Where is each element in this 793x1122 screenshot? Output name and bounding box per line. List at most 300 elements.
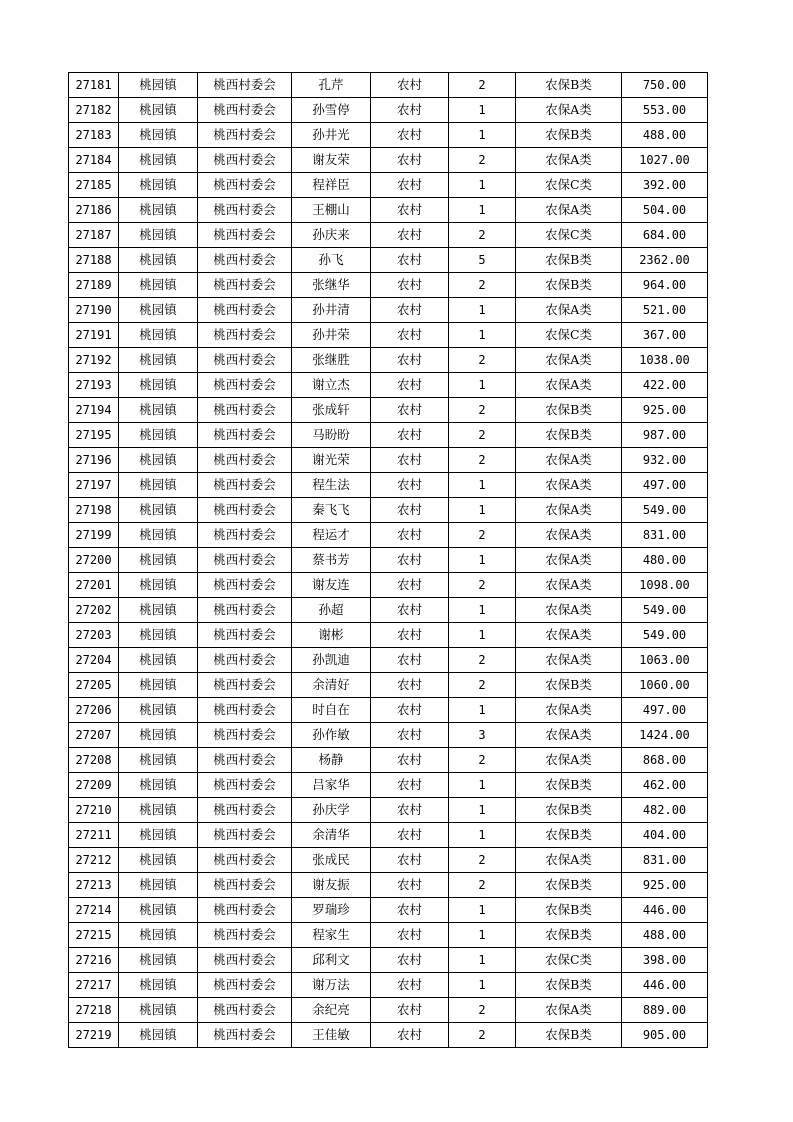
insurance-category-cell: 农保B类 xyxy=(516,1023,622,1048)
name-cell: 孙超 xyxy=(292,598,371,623)
area-type-cell: 农村 xyxy=(371,98,449,123)
town-cell: 桃园镇 xyxy=(119,773,198,798)
name-cell: 邱利文 xyxy=(292,948,371,973)
household-size-cell: 3 xyxy=(449,723,516,748)
area-type-cell: 农村 xyxy=(371,148,449,173)
name-cell: 张继胜 xyxy=(292,348,371,373)
area-type-cell: 农村 xyxy=(371,623,449,648)
amount-cell: 549.00 xyxy=(622,498,708,523)
area-type-cell: 农村 xyxy=(371,673,449,698)
town-cell: 桃园镇 xyxy=(119,173,198,198)
amount-cell: 462.00 xyxy=(622,773,708,798)
village-committee-cell: 桃西村委会 xyxy=(198,498,292,523)
table-row xyxy=(69,823,708,848)
insurance-category-cell: 农保A类 xyxy=(516,448,622,473)
village-committee-cell: 桃西村委会 xyxy=(198,223,292,248)
name-cell: 时自在 xyxy=(292,698,371,723)
amount-cell: 1027.00 xyxy=(622,148,708,173)
area-type-cell: 农村 xyxy=(371,473,449,498)
household-size-cell: 5 xyxy=(449,248,516,273)
town-cell: 桃园镇 xyxy=(119,73,198,98)
insurance-category-cell: 农保B类 xyxy=(516,123,622,148)
town-cell: 桃园镇 xyxy=(119,248,198,273)
town-cell: 桃园镇 xyxy=(119,448,198,473)
table-row xyxy=(69,173,708,198)
town-cell: 桃园镇 xyxy=(119,673,198,698)
town-cell: 桃园镇 xyxy=(119,298,198,323)
name-cell: 谢万法 xyxy=(292,973,371,998)
village-committee-cell: 桃西村委会 xyxy=(198,973,292,998)
area-type-cell: 农村 xyxy=(371,698,449,723)
amount-cell: 549.00 xyxy=(622,598,708,623)
village-committee-cell: 桃西村委会 xyxy=(198,923,292,948)
insurance-category-cell: 农保A类 xyxy=(516,998,622,1023)
serial-number-cell: 27215 xyxy=(69,923,119,948)
table-row xyxy=(69,223,708,248)
insurance-category-cell: 农保A类 xyxy=(516,848,622,873)
serial-number-cell: 27200 xyxy=(69,548,119,573)
household-size-cell: 2 xyxy=(449,1023,516,1048)
area-type-cell: 农村 xyxy=(371,973,449,998)
town-cell: 桃园镇 xyxy=(119,748,198,773)
area-type-cell: 农村 xyxy=(371,773,449,798)
insurance-category-cell: 农保B类 xyxy=(516,973,622,998)
serial-number-cell: 27185 xyxy=(69,173,119,198)
area-type-cell: 农村 xyxy=(371,723,449,748)
serial-number-cell: 27206 xyxy=(69,698,119,723)
insurance-category-cell: 农保A类 xyxy=(516,473,622,498)
insurance-category-cell: 农保B类 xyxy=(516,898,622,923)
name-cell: 余清华 xyxy=(292,823,371,848)
amount-cell: 831.00 xyxy=(622,523,708,548)
household-size-cell: 1 xyxy=(449,948,516,973)
village-committee-cell: 桃西村委会 xyxy=(198,73,292,98)
table-row xyxy=(69,498,708,523)
insurance-category-cell: 农保A类 xyxy=(516,723,622,748)
town-cell: 桃园镇 xyxy=(119,98,198,123)
village-committee-cell: 桃西村委会 xyxy=(198,798,292,823)
insurance-category-cell: 农保C类 xyxy=(516,173,622,198)
household-size-cell: 1 xyxy=(449,923,516,948)
table-row xyxy=(69,523,708,548)
town-cell: 桃园镇 xyxy=(119,723,198,748)
amount-cell: 2362.00 xyxy=(622,248,708,273)
village-committee-cell: 桃西村委会 xyxy=(198,748,292,773)
household-size-cell: 2 xyxy=(449,573,516,598)
name-cell: 孙凯迪 xyxy=(292,648,371,673)
table-row xyxy=(69,598,708,623)
amount-cell: 446.00 xyxy=(622,898,708,923)
table-row xyxy=(69,73,708,98)
insurance-category-cell: 农保A类 xyxy=(516,298,622,323)
amount-cell: 422.00 xyxy=(622,373,708,398)
serial-number-cell: 27198 xyxy=(69,498,119,523)
household-size-cell: 2 xyxy=(449,148,516,173)
town-cell: 桃园镇 xyxy=(119,423,198,448)
area-type-cell: 农村 xyxy=(371,173,449,198)
name-cell: 程生法 xyxy=(292,473,371,498)
town-cell: 桃园镇 xyxy=(119,473,198,498)
table-row xyxy=(69,898,708,923)
household-size-cell: 1 xyxy=(449,973,516,998)
insurance-category-cell: 农保A类 xyxy=(516,148,622,173)
village-committee-cell: 桃西村委会 xyxy=(198,248,292,273)
village-committee-cell: 桃西村委会 xyxy=(198,398,292,423)
table-row xyxy=(69,923,708,948)
serial-number-cell: 27197 xyxy=(69,473,119,498)
serial-number-cell: 27190 xyxy=(69,298,119,323)
amount-cell: 521.00 xyxy=(622,298,708,323)
household-size-cell: 2 xyxy=(449,873,516,898)
insurance-category-cell: 农保A类 xyxy=(516,548,622,573)
town-cell: 桃园镇 xyxy=(119,648,198,673)
area-type-cell: 农村 xyxy=(371,248,449,273)
village-committee-cell: 桃西村委会 xyxy=(198,648,292,673)
amount-cell: 1424.00 xyxy=(622,723,708,748)
serial-number-cell: 27210 xyxy=(69,798,119,823)
town-cell: 桃园镇 xyxy=(119,548,198,573)
amount-cell: 553.00 xyxy=(622,98,708,123)
amount-cell: 925.00 xyxy=(622,873,708,898)
town-cell: 桃园镇 xyxy=(119,823,198,848)
area-type-cell: 农村 xyxy=(371,198,449,223)
name-cell: 秦飞飞 xyxy=(292,498,371,523)
village-committee-cell: 桃西村委会 xyxy=(198,573,292,598)
household-size-cell: 2 xyxy=(449,273,516,298)
area-type-cell: 农村 xyxy=(371,373,449,398)
area-type-cell: 农村 xyxy=(371,323,449,348)
insurance-category-cell: 农保B类 xyxy=(516,423,622,448)
table-row xyxy=(69,273,708,298)
table-row xyxy=(69,148,708,173)
area-type-cell: 农村 xyxy=(371,598,449,623)
household-size-cell: 1 xyxy=(449,173,516,198)
table-row xyxy=(69,748,708,773)
household-size-cell: 2 xyxy=(449,998,516,1023)
serial-number-cell: 27204 xyxy=(69,648,119,673)
insurance-category-cell: 农保B类 xyxy=(516,923,622,948)
insurance-category-cell: 农保C类 xyxy=(516,223,622,248)
household-size-cell: 2 xyxy=(449,748,516,773)
serial-number-cell: 27195 xyxy=(69,423,119,448)
serial-number-cell: 27192 xyxy=(69,348,119,373)
town-cell: 桃园镇 xyxy=(119,148,198,173)
area-type-cell: 农村 xyxy=(371,648,449,673)
area-type-cell: 农村 xyxy=(371,898,449,923)
table-row xyxy=(69,448,708,473)
amount-cell: 504.00 xyxy=(622,198,708,223)
name-cell: 张成民 xyxy=(292,848,371,873)
amount-cell: 1098.00 xyxy=(622,573,708,598)
name-cell: 谢友连 xyxy=(292,573,371,598)
name-cell: 孙庆学 xyxy=(292,798,371,823)
village-committee-cell: 桃西村委会 xyxy=(198,198,292,223)
town-cell: 桃园镇 xyxy=(119,523,198,548)
serial-number-cell: 27219 xyxy=(69,1023,119,1048)
table-row xyxy=(69,998,708,1023)
serial-number-cell: 27205 xyxy=(69,673,119,698)
amount-cell: 482.00 xyxy=(622,798,708,823)
village-committee-cell: 桃西村委会 xyxy=(198,948,292,973)
household-size-cell: 1 xyxy=(449,548,516,573)
household-size-cell: 2 xyxy=(449,523,516,548)
area-type-cell: 农村 xyxy=(371,123,449,148)
name-cell: 孙井清 xyxy=(292,298,371,323)
village-committee-cell: 桃西村委会 xyxy=(198,298,292,323)
village-committee-cell: 桃西村委会 xyxy=(198,998,292,1023)
table-row xyxy=(69,573,708,598)
table-row xyxy=(69,648,708,673)
serial-number-cell: 27199 xyxy=(69,523,119,548)
household-size-cell: 2 xyxy=(449,648,516,673)
insurance-category-cell: 农保B类 xyxy=(516,873,622,898)
insurance-category-cell: 农保B类 xyxy=(516,673,622,698)
household-size-cell: 2 xyxy=(449,848,516,873)
insurance-category-cell: 农保A类 xyxy=(516,498,622,523)
village-committee-cell: 桃西村委会 xyxy=(198,523,292,548)
name-cell: 程祥臣 xyxy=(292,173,371,198)
household-size-cell: 2 xyxy=(449,423,516,448)
amount-cell: 964.00 xyxy=(622,273,708,298)
amount-cell: 889.00 xyxy=(622,998,708,1023)
insurance-category-cell: 农保A类 xyxy=(516,573,622,598)
village-committee-cell: 桃西村委会 xyxy=(198,348,292,373)
insurance-category-cell: 农保A类 xyxy=(516,373,622,398)
village-committee-cell: 桃西村委会 xyxy=(198,848,292,873)
area-type-cell: 农村 xyxy=(371,348,449,373)
table-row xyxy=(69,398,708,423)
household-size-cell: 1 xyxy=(449,198,516,223)
table-row xyxy=(69,298,708,323)
insurance-category-cell: 农保A类 xyxy=(516,348,622,373)
serial-number-cell: 27181 xyxy=(69,73,119,98)
name-cell: 王棚山 xyxy=(292,198,371,223)
table-row xyxy=(69,948,708,973)
area-type-cell: 农村 xyxy=(371,848,449,873)
name-cell: 孙飞 xyxy=(292,248,371,273)
household-size-cell: 2 xyxy=(449,348,516,373)
insurance-category-cell: 农保A类 xyxy=(516,623,622,648)
village-committee-cell: 桃西村委会 xyxy=(198,1023,292,1048)
household-size-cell: 2 xyxy=(449,448,516,473)
amount-cell: 987.00 xyxy=(622,423,708,448)
amount-cell: 932.00 xyxy=(622,448,708,473)
area-type-cell: 农村 xyxy=(371,1023,449,1048)
insurance-category-cell: 农保A类 xyxy=(516,198,622,223)
town-cell: 桃园镇 xyxy=(119,798,198,823)
amount-cell: 488.00 xyxy=(622,123,708,148)
amount-cell: 497.00 xyxy=(622,698,708,723)
town-cell: 桃园镇 xyxy=(119,398,198,423)
serial-number-cell: 27207 xyxy=(69,723,119,748)
household-size-cell: 2 xyxy=(449,673,516,698)
insurance-category-cell: 农保B类 xyxy=(516,73,622,98)
village-committee-cell: 桃西村委会 xyxy=(198,423,292,448)
household-size-cell: 2 xyxy=(449,73,516,98)
table-row xyxy=(69,1023,708,1048)
town-cell: 桃园镇 xyxy=(119,498,198,523)
serial-number-cell: 27183 xyxy=(69,123,119,148)
name-cell: 王佳敏 xyxy=(292,1023,371,1048)
amount-cell: 446.00 xyxy=(622,973,708,998)
insurance-category-cell: 农保B类 xyxy=(516,798,622,823)
area-type-cell: 农村 xyxy=(371,448,449,473)
insurance-category-cell: 农保A类 xyxy=(516,698,622,723)
area-type-cell: 农村 xyxy=(371,523,449,548)
table-row xyxy=(69,198,708,223)
serial-number-cell: 27194 xyxy=(69,398,119,423)
household-size-cell: 1 xyxy=(449,123,516,148)
roster-table xyxy=(68,72,708,1048)
household-size-cell: 2 xyxy=(449,223,516,248)
village-committee-cell: 桃西村委会 xyxy=(198,873,292,898)
amount-cell: 480.00 xyxy=(622,548,708,573)
serial-number-cell: 27217 xyxy=(69,973,119,998)
name-cell: 蔡书芳 xyxy=(292,548,371,573)
household-size-cell: 1 xyxy=(449,298,516,323)
name-cell: 吕家华 xyxy=(292,773,371,798)
name-cell: 马盼盼 xyxy=(292,423,371,448)
insurance-category-cell: 农保B类 xyxy=(516,398,622,423)
village-committee-cell: 桃西村委会 xyxy=(198,123,292,148)
serial-number-cell: 27182 xyxy=(69,98,119,123)
area-type-cell: 农村 xyxy=(371,73,449,98)
serial-number-cell: 27218 xyxy=(69,998,119,1023)
serial-number-cell: 27213 xyxy=(69,873,119,898)
area-type-cell: 农村 xyxy=(371,873,449,898)
town-cell: 桃园镇 xyxy=(119,623,198,648)
table-row xyxy=(69,848,708,873)
amount-cell: 868.00 xyxy=(622,748,708,773)
village-committee-cell: 桃西村委会 xyxy=(198,773,292,798)
serial-number-cell: 27186 xyxy=(69,198,119,223)
name-cell: 孙井光 xyxy=(292,123,371,148)
amount-cell: 1060.00 xyxy=(622,673,708,698)
table-row xyxy=(69,123,708,148)
village-committee-cell: 桃西村委会 xyxy=(198,323,292,348)
area-type-cell: 农村 xyxy=(371,573,449,598)
serial-number-cell: 27214 xyxy=(69,898,119,923)
village-committee-cell: 桃西村委会 xyxy=(198,598,292,623)
amount-cell: 497.00 xyxy=(622,473,708,498)
amount-cell: 905.00 xyxy=(622,1023,708,1048)
area-type-cell: 农村 xyxy=(371,298,449,323)
name-cell: 杨静 xyxy=(292,748,371,773)
insurance-category-cell: 农保B类 xyxy=(516,273,622,298)
town-cell: 桃园镇 xyxy=(119,348,198,373)
household-size-cell: 2 xyxy=(449,398,516,423)
village-committee-cell: 桃西村委会 xyxy=(198,273,292,298)
household-size-cell: 1 xyxy=(449,598,516,623)
serial-number-cell: 27196 xyxy=(69,448,119,473)
town-cell: 桃园镇 xyxy=(119,273,198,298)
village-committee-cell: 桃西村委会 xyxy=(198,448,292,473)
table-row xyxy=(69,373,708,398)
village-committee-cell: 桃西村委会 xyxy=(198,148,292,173)
village-committee-cell: 桃西村委会 xyxy=(198,173,292,198)
household-size-cell: 1 xyxy=(449,798,516,823)
town-cell: 桃园镇 xyxy=(119,198,198,223)
town-cell: 桃园镇 xyxy=(119,898,198,923)
amount-cell: 392.00 xyxy=(622,173,708,198)
insurance-category-cell: 农保A类 xyxy=(516,648,622,673)
household-size-cell: 1 xyxy=(449,773,516,798)
insurance-category-cell: 农保B类 xyxy=(516,773,622,798)
village-committee-cell: 桃西村委会 xyxy=(198,623,292,648)
household-size-cell: 1 xyxy=(449,498,516,523)
village-committee-cell: 桃西村委会 xyxy=(198,823,292,848)
table-row xyxy=(69,673,708,698)
area-type-cell: 农村 xyxy=(371,798,449,823)
village-committee-cell: 桃西村委会 xyxy=(198,373,292,398)
town-cell: 桃园镇 xyxy=(119,873,198,898)
name-cell: 孙庆来 xyxy=(292,223,371,248)
serial-number-cell: 27193 xyxy=(69,373,119,398)
table-row xyxy=(69,548,708,573)
name-cell: 谢友荣 xyxy=(292,148,371,173)
insurance-category-cell: 农保A类 xyxy=(516,98,622,123)
insurance-category-cell: 农保A类 xyxy=(516,523,622,548)
household-size-cell: 1 xyxy=(449,823,516,848)
amount-cell: 398.00 xyxy=(622,948,708,973)
household-size-cell: 1 xyxy=(449,898,516,923)
amount-cell: 404.00 xyxy=(622,823,708,848)
insurance-category-cell: 农保B类 xyxy=(516,248,622,273)
household-size-cell: 1 xyxy=(449,323,516,348)
name-cell: 谢光荣 xyxy=(292,448,371,473)
name-cell: 孙作敏 xyxy=(292,723,371,748)
serial-number-cell: 27208 xyxy=(69,748,119,773)
town-cell: 桃园镇 xyxy=(119,998,198,1023)
name-cell: 孔芹 xyxy=(292,73,371,98)
amount-cell: 1063.00 xyxy=(622,648,708,673)
household-size-cell: 1 xyxy=(449,373,516,398)
insurance-category-cell: 农保B类 xyxy=(516,823,622,848)
town-cell: 桃园镇 xyxy=(119,323,198,348)
household-size-cell: 1 xyxy=(449,473,516,498)
town-cell: 桃园镇 xyxy=(119,973,198,998)
serial-number-cell: 27189 xyxy=(69,273,119,298)
name-cell: 谢友振 xyxy=(292,873,371,898)
amount-cell: 925.00 xyxy=(622,398,708,423)
area-type-cell: 农村 xyxy=(371,748,449,773)
village-committee-cell: 桃西村委会 xyxy=(198,673,292,698)
amount-cell: 684.00 xyxy=(622,223,708,248)
town-cell: 桃园镇 xyxy=(119,123,198,148)
town-cell: 桃园镇 xyxy=(119,923,198,948)
table-row xyxy=(69,798,708,823)
name-cell: 孙井荣 xyxy=(292,323,371,348)
area-type-cell: 农村 xyxy=(371,398,449,423)
serial-number-cell: 27203 xyxy=(69,623,119,648)
household-size-cell: 1 xyxy=(449,623,516,648)
amount-cell: 750.00 xyxy=(622,73,708,98)
table-row xyxy=(69,723,708,748)
town-cell: 桃园镇 xyxy=(119,373,198,398)
town-cell: 桃园镇 xyxy=(119,698,198,723)
town-cell: 桃园镇 xyxy=(119,598,198,623)
serial-number-cell: 27209 xyxy=(69,773,119,798)
area-type-cell: 农村 xyxy=(371,923,449,948)
village-committee-cell: 桃西村委会 xyxy=(198,98,292,123)
area-type-cell: 农村 xyxy=(371,273,449,298)
serial-number-cell: 27191 xyxy=(69,323,119,348)
insurance-category-cell: 农保A类 xyxy=(516,748,622,773)
table-row xyxy=(69,623,708,648)
serial-number-cell: 27211 xyxy=(69,823,119,848)
table-row xyxy=(69,473,708,498)
insurance-category-cell: 农保C类 xyxy=(516,323,622,348)
